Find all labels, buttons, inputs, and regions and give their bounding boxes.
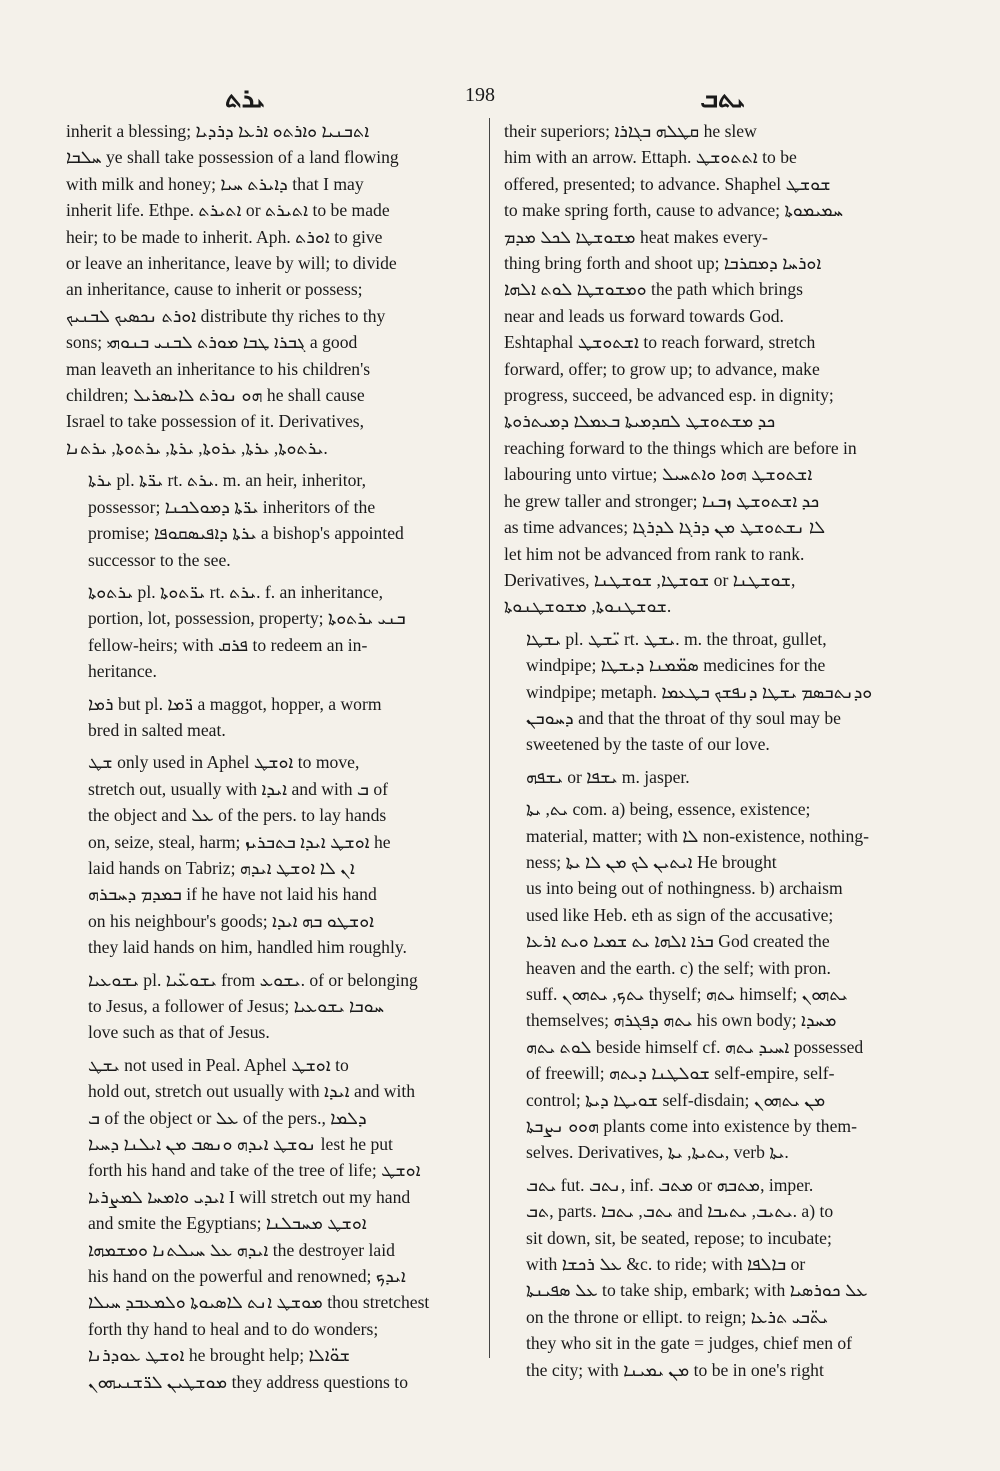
column-divider — [489, 118, 490, 1358]
text-line: ܢܘܫܛ ܐܝܕܗ ܘܢܣܒ ܡܢ ܐܝܠܢܐ ܕܚܝܐ lest he put — [88, 1134, 393, 1155]
text-line: with ܥܠ ܪܟܫܐ &c. to ride; with ܒܐܠܦܐ or — [526, 1254, 806, 1275]
text-line: successor to the see. — [88, 549, 231, 570]
running-head-right: ܝܬܒ — [700, 84, 745, 114]
dictionary-entry — [504, 1172, 910, 1383]
text-line: suff. ܝܬܟ, ܝܬܗܘܢ thyself; ܝܬܗ himself; ܝܬܗܘܢ — [526, 984, 848, 1004]
text-line: ܪܡܐ but pl. ܪ̈ܡܐ a maggot, hopper, a worm — [88, 693, 382, 714]
text-line: forth thy hand to heal and to do wonders; — [88, 1318, 379, 1339]
text-line: ܡܘܫܛ ܐܢܬ ܠܐܣܝܘܬܐ ܘܠܡܥܒܕ ܚܝܠܐ thou stretchest — [88, 1292, 430, 1313]
right-column — [504, 118, 910, 1389]
text-line: children; ܗܘ ܢܘܪܬ ܠܐܝܣܪܝܠ he shall cause — [66, 385, 365, 406]
dictionary-entry — [504, 764, 910, 790]
text-line: thing bring forth and shoot up; ܐܘܪܚܐ ܕܡܩܪܒܐ — [504, 253, 822, 274]
text-line: themselves; ܝܬܗ ܕܦܓܪܗ his own body; ܡܚܕܐ — [526, 1010, 837, 1031]
text-line: the city; with ܡܢ ܝܡܝܢܐ to be in one's right — [526, 1359, 824, 1380]
text-line: laid hands on Tabriz; ܐܢ ܠܐ ܐܘܫܛ ܐܝܕܗ — [88, 857, 355, 878]
text-line: reaching forward to the things which are before in — [504, 437, 857, 458]
entry-continuation — [66, 118, 476, 461]
running-head-left: ܝܪܬ — [225, 84, 265, 114]
dictionary-entry — [66, 967, 476, 1046]
text-line: selves. Derivatives, ܝܬܝܬܐ, ܝܬܐ, verb ܝܬܐ. — [526, 1142, 789, 1163]
text-line: with milk and honey; ܕܐܝܪܬ ܚܝܐ that I may — [66, 173, 364, 194]
text-line: ܒ of the object or ܥܠ of the pers., ܕܠܡܐ — [88, 1107, 367, 1128]
text-line: us into being out of nothingness. b) archaism — [526, 878, 843, 899]
text-line: heir; to be made to inherit. Aph. ܐܘܪܬ to give — [66, 226, 383, 247]
text-line: possessor; ܝܪ̈ܬܐ ܕܡܘܠܟܢܐ inheritors of the — [88, 496, 376, 517]
text-line: portion, lot, possession, property; ܒܢܝ ܝܪܬܘܬܐ — [88, 608, 406, 629]
text-line: forth his hand and take of the tree of life; ܐܘܫܛ — [88, 1160, 421, 1181]
text-line: ܐܘܪܬ ܢܟܣܝܟ ܠܒܢܝܟ distribute thy riches to thy — [66, 305, 386, 326]
text-line: ܫܘܫܛܢܘܬܐ, ܡܫܘܫܛܢܘܬܐ. — [504, 596, 672, 617]
text-line: control; ܫܘܝܛܐ ܕܝܬܐ self-disdain; ܡܢ ܝܬܗܘܢ — [526, 1089, 826, 1110]
dictionary-entry — [66, 467, 476, 573]
text-line: to Jesus, a follower of Jesus; ܚܘܒܐ ܝܫܘܥܝܐ — [88, 996, 385, 1016]
text-line: ܝܫܘܥܝܐ pl. ܝܫܘܥ̈ܝܐ from ܝܫܘܥ. of or belonging — [88, 969, 418, 990]
text-line: their superiors; ܩܛܠܗ ܒܓܐܪܐ he slew — [504, 121, 757, 141]
text-line: Derivatives, ܫܘܫܛܐ, ܫܘܫܛܢܐ or ܫܘܫܛܢܐ, — [504, 569, 796, 590]
text-line: as time advances; ܠܐ ܢܫܬܘܫܛ ܡܢ ܕܪܓܐ ܠܕܪܓܐ — [504, 517, 826, 538]
text-line: ܐܝܕܗ ܥܠ ܚܝܠܬܢܐ ܘܡܫܡܗܐ the destroyer laid — [88, 1239, 395, 1260]
text-line: man leaveth an inheritance to his children's — [66, 358, 371, 379]
text-line: his hand on the powerful and renowned; ܐܝܕܟ — [88, 1266, 406, 1287]
page-number: 198 — [465, 84, 495, 106]
text-line: ܡܘܫܛܝܢ ܠܪ̈ܫܢܝܗܘܢ they address questions to — [88, 1371, 408, 1392]
text-line: ܬܒ, parts. ܝܬܒ, ܝܬܒܐ and ܝܬܝܒ, ܝܬܝܒܐ. a) to — [526, 1201, 834, 1222]
text-line: ܐܝܕܝ ܘܐܡܚܐ ܠܡܨܪܝܐ I will stretch out my hand — [88, 1186, 411, 1207]
text-line: or leave an inheritance, leave by will; to divide — [66, 253, 397, 274]
entry-continuation — [504, 118, 910, 620]
text-line: they who sit in the gate = judges, chief men of — [526, 1333, 853, 1354]
text-line: he grew taller and stronger; ܟܕ ܐܫܬܘܫܛ ܙܒܢܐ — [504, 490, 820, 511]
text-line: on, seize, steal, harm; ܐܘܫܛ ܐܝܕܐ ܒܬܒܪܝܙ he — [88, 831, 391, 852]
text-line: promise; ܝܪܬܐ ܕܐܦܝܣܩܘܦܐ a bishop's appointed — [88, 523, 404, 544]
text-line: ܝܫܛ not used in Peal. Aphel ܐܘܫܛ to — [88, 1054, 349, 1075]
left-column — [66, 118, 476, 1401]
text-line: used like Heb. eth as sign of the accusative; — [526, 904, 834, 925]
text-line: heritance. — [88, 661, 157, 682]
page-header — [225, 82, 745, 112]
text-line: progress, succeed, be advanced esp. in dignity; — [504, 385, 834, 406]
dictionary-entry — [504, 796, 910, 1166]
text-line: ܘܡܫܘܫܛܐ ܠܘܬ ܐܠܗܐ the path which brings — [504, 279, 803, 300]
text-line: offered, presented; to advance. Shaphel ܫܘܫܛ — [504, 173, 831, 194]
text-line: sweetened by the taste of our love. — [526, 734, 770, 755]
text-line: ܥܠ ܣܦܝܢܬܐ to take ship, embark; with ܥܠ ܟܘܪܣܝܐ — [526, 1280, 868, 1301]
text-line: inherit life. Ethpe. ܐܬܝܪܬ or ܐܬܝܪܬ to be made — [66, 200, 390, 221]
text-line: heaven and the earth. c) the self; with pron. — [526, 957, 831, 978]
text-line: ܫܛ only used in Aphel ܐܘܫܛ to move, — [88, 752, 360, 773]
text-line: let him not be advanced from rank to rank. — [504, 543, 805, 564]
text-line: bred in salted meat. — [88, 719, 226, 740]
text-line: stretch out, usually with ܐܝܕܐ and with ܒ of — [88, 778, 389, 799]
text-line: ܟܕ ܡܫܬܘܫܛ ܠܩܕܡܝܬܐ ܒܥܡܠܐ ܕܡܝܬܪܘܬܐ — [504, 411, 776, 432]
text-line: ܠܘܬ ܝܬܗ beside himself cf. ܐܚܝܕ ܝܬܗ possessed — [526, 1036, 864, 1057]
text-line: love such as that of Jesus. — [88, 1022, 270, 1043]
text-line: ܗܘܘ ܢܨܒܬܐ plants come into existence by them- — [526, 1116, 857, 1137]
text-line: to make spring forth, cause to advance; ܚܡܝܡܘܬܐ — [504, 200, 844, 221]
text-line: windpipe; ܣܡ̈ܡܢܐ ܕܝܫܛܐ medicines for the — [526, 655, 826, 676]
text-line: hold out, stretch out usually with ܐܝܕܐ and with — [88, 1081, 416, 1102]
text-line: ness; ܐܝܬܝܢ ܠܟ ܡܢ ܠܐ ܝܬܐ He brought — [526, 851, 777, 872]
text-line: ܕܚܘܒܢ and that the throat of thy soul may be — [526, 707, 841, 728]
text-line: windpipe; metaph. ܘܕܢܬܒܣܡ ܝܫܛܐ ܕܢܦܫܟ ܒܛܥܡܐ — [526, 681, 873, 702]
text-line: ܚܠܒܐ ye shall take possession of a land flowing — [66, 147, 399, 168]
dictionary-entry — [66, 749, 476, 960]
text-line: ܝܫܦܗ or ܝܫܦܐ m. jasper. — [526, 766, 690, 787]
text-line: on his neighbour's goods; ܐܘܫܛܘ ܒܗ ܐܝܕܐ — [88, 910, 375, 931]
dictionary-entry — [66, 579, 476, 685]
text-line: ܝܪܬܘܬܐ pl. ܝܪ̈ܬܘܬܐ rt. ܝܪܬ. f. an inheritance, — [88, 581, 384, 602]
text-line: fellow-heirs; with ܦܪܩ to redeem an in- — [88, 634, 368, 655]
text-line: near and leads us forward towards God. — [504, 305, 784, 326]
text-line: of freewill; ܫܘܠܛܢܐ ܕܝܬܗ self-empire, self- — [526, 1063, 835, 1084]
text-line: ܝܪܬܘܬܐ, ܝܪܬܐ, ܝܪܘܬܐ, ܝܪܬܐ, ܝܪܬܘܬܐ, ܝܪܬܢܐ. — [66, 437, 328, 458]
text-line: him with an arrow. Ettaph. ܐܬܬܘܫܛ to be — [504, 147, 797, 168]
text-line: ܝܬܒ fut. ܢܬܒ, inf. ܡܬܒ or ܡܬܒܗ, imper. — [526, 1174, 814, 1195]
text-line: material, matter; with ܠܐ non-existence, nothing- — [526, 825, 869, 846]
text-line: inherit a blessing; ܐܬܒܢܝܐ ܘܐܪܬܘ ܐܪܥܐ ܕܪܕܝܐ — [66, 121, 370, 141]
text-line: on the throne or ellipt. to reign; ܝܬ̈ܒܝ ܬܪܥܐ — [526, 1306, 829, 1327]
text-line: ܝܬ, ܝܬܐ com. a) being, essence, existence; — [526, 799, 811, 820]
text-line: Israel to take possession of it. Derivatives, — [66, 411, 365, 432]
dictionary-entry — [66, 691, 476, 744]
text-line: sit down, sit, be seated, repose; to incubate; — [526, 1227, 832, 1248]
text-line: forward, offer; to grow up; to advance, make — [504, 358, 820, 379]
text-line: they laid hands on him, handled him roughly. — [88, 937, 407, 958]
text-line: ܝܫܛܐ pl. ܝ̈ܫܛ rt. ܝܫܛ. m. the throat, gullet, — [526, 628, 827, 649]
text-line: and smite the Egyptians; ܐܘܫܛ ܡܚܒܠܢܐ — [88, 1213, 367, 1234]
text-line: an inheritance, cause to inherit or possess; — [66, 279, 363, 300]
text-line: ܒܡܕܡ ܕܚܒܪܗ if he have not laid his hand — [88, 884, 377, 905]
text-line: ܐܘܫܛ ܥܘܕܪܢܐ he brought help; ܫܘ̈ܐܠܐ — [88, 1345, 350, 1366]
dictionary-entry — [504, 626, 910, 758]
text-line: ܝܪܬܐ pl. ܝܪ̈ܬܐ rt. ܝܪܬ. m. an heir, inheritor, — [88, 470, 366, 491]
text-line: the object and ܥܠ of the pers. to lay hands — [88, 805, 387, 826]
dictionary-entry — [66, 1052, 476, 1395]
text-line: ܒܪܐ ܐܠܗܐ ܝܬ ܫܡܝܐ ܘܝܬ ܐܪܥܐ God created the — [526, 931, 830, 952]
text-line: labouring unto virtue; ܐܫܬܘܫܛ ܗܘܐ ܘܐܬܚܝܠ — [504, 464, 813, 485]
text-line: sons; ܓܒܪܐ ܛܒܐ ܡܘܪܬ ܠܒܢܝ ܒܢܘܗܝ a good — [66, 332, 358, 353]
text-line: Eshtaphal ܐܫܬܘܫܛ to reach forward, stretch — [504, 332, 816, 353]
text-line: ܡܫܘܫܛܐ ܠܟܠ ܡܕܡ heat makes every- — [504, 226, 768, 247]
